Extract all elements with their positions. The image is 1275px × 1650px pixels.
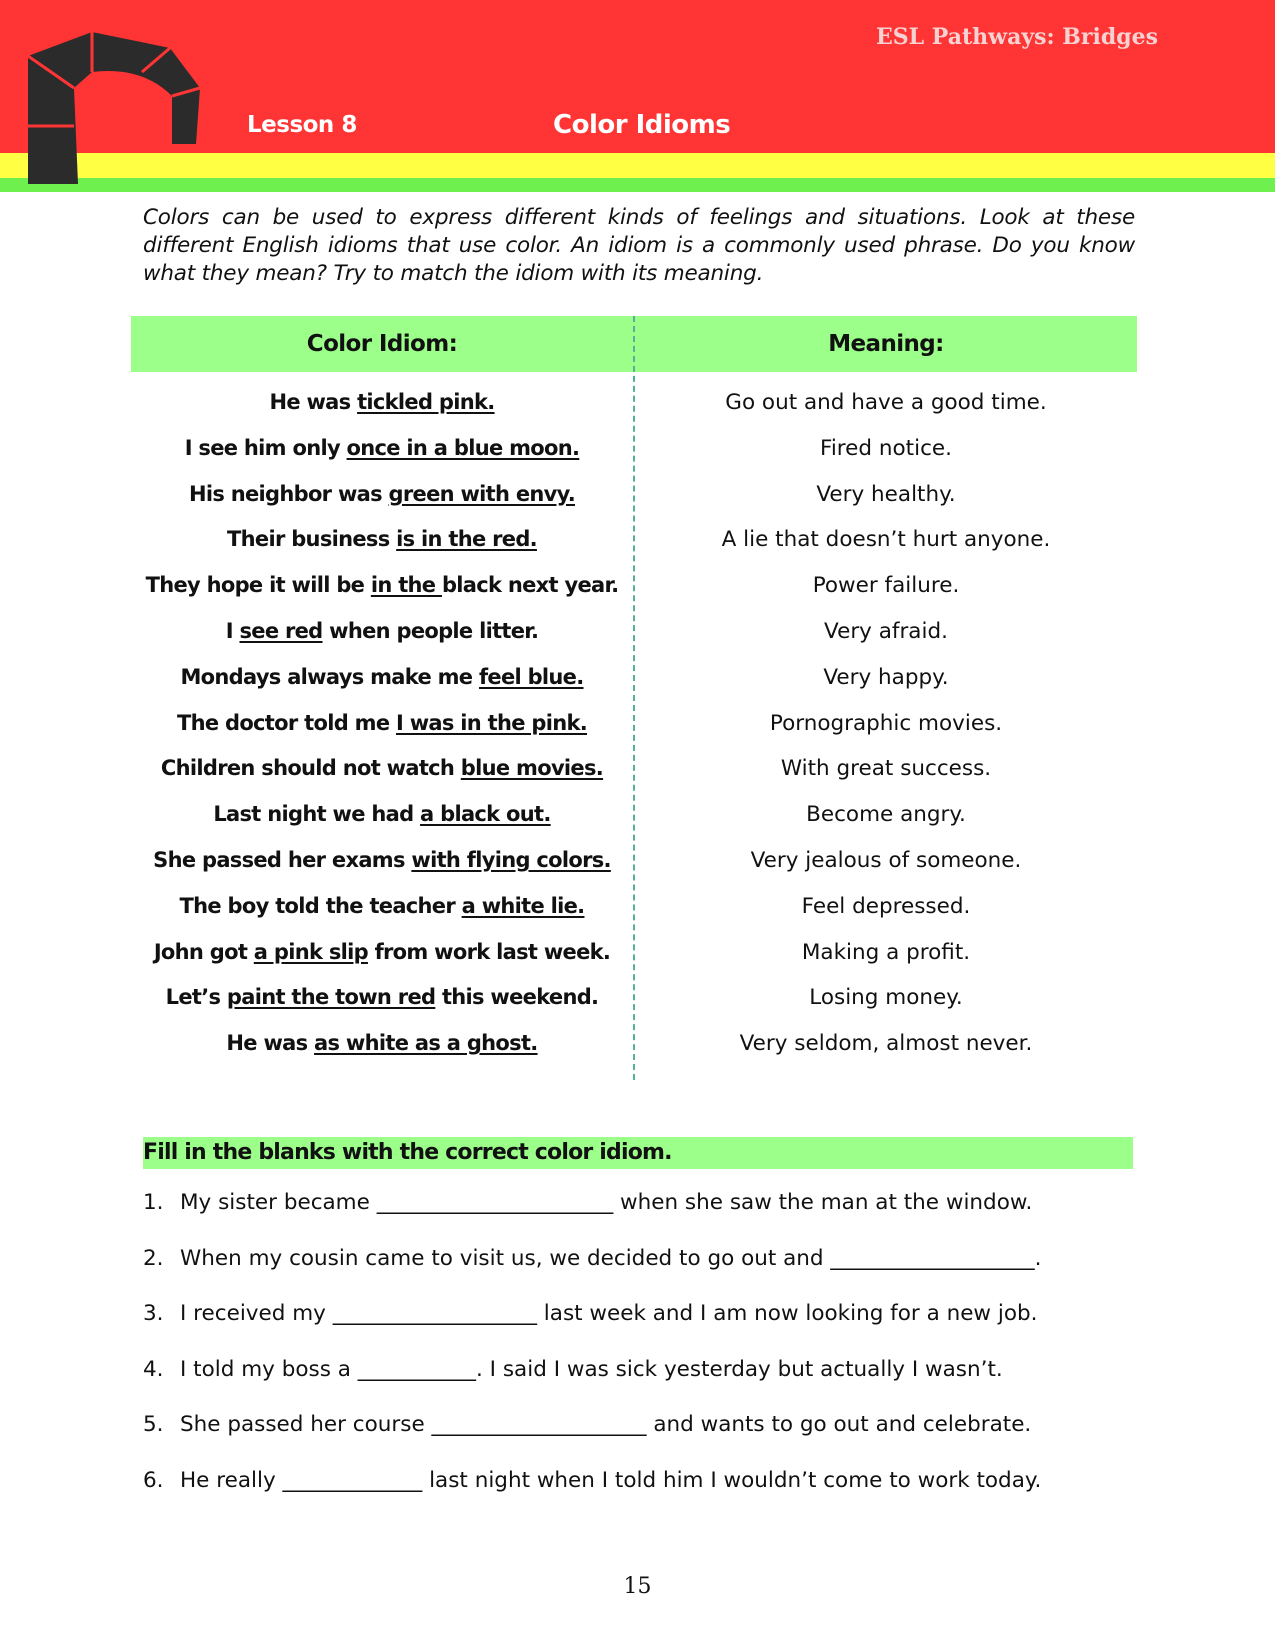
meaning: Very seldom, almost never.	[739, 1031, 1033, 1057]
fill-in-heading: Fill in the blanks with the correct color idiom.	[143, 1137, 1133, 1169]
idiom-table-body	[131, 382, 1137, 1069]
meaning: Become angry.	[806, 802, 966, 828]
table-row	[131, 657, 1137, 703]
table-row	[131, 977, 1137, 1023]
table-row	[131, 382, 1137, 428]
idiom-sentence: Last night we had a black out.	[213, 802, 551, 827]
list-item	[143, 1412, 1143, 1468]
meaning: Very happy.	[823, 664, 949, 690]
item-text: My sister became ______________________ when she saw the man at the window.	[180, 1190, 1033, 1215]
intro-paragraph: Colors can be used to express different kinds of feelings and situations. Look at these different English idioms that use color. An idiom is a commonly used phrase. Do you know what they mean? Try to match the idiom with its meaning.	[143, 205, 1135, 286]
idiom-sentence: He was tickled pink.	[269, 390, 495, 414]
idiom-phrase: I was in the pink.	[395, 710, 588, 735]
table-row	[131, 611, 1137, 657]
list-item	[143, 1246, 1143, 1302]
idiom-sentence: Their business is in the red.	[227, 527, 537, 552]
list-item	[143, 1190, 1143, 1246]
meaning: Fired notice.	[820, 435, 952, 461]
idiom-sentence: The boy told the teacher a white lie.	[179, 893, 585, 918]
idiom-sentence: Children should not watch blue movies.	[160, 756, 604, 781]
idiom-phrase: tickled pink.	[357, 390, 495, 414]
idiom-sentence: They hope it will be in the black next year.	[145, 573, 619, 598]
meaning: Feel depressed.	[801, 893, 971, 919]
meaning: A lie that doesn’t hurt anyone.	[721, 527, 1051, 553]
table-row	[131, 932, 1137, 978]
idiom-sentence: Let’s paint the town red this weekend.	[165, 985, 599, 1010]
meaning: Very afraid.	[824, 618, 948, 644]
table-row	[131, 428, 1137, 474]
idiom-phrase: once in a blue moon.	[346, 435, 580, 460]
list-item	[143, 1357, 1143, 1413]
idiom-phrase: in the	[370, 573, 442, 598]
idiom-phrase: blue movies.	[460, 756, 604, 781]
table-row	[131, 1023, 1137, 1069]
idiom-phrase: see red	[239, 618, 323, 643]
item-number: 6.	[143, 1467, 164, 1493]
idiom-phrase: green with envy.	[388, 481, 576, 506]
page-number: 15	[623, 1574, 652, 1599]
item-number: 5.	[143, 1412, 164, 1437]
meaning: Go out and have a good time.	[725, 390, 1047, 415]
meaning: Losing money.	[809, 985, 963, 1011]
table-row	[131, 886, 1137, 932]
item-text: I received my ___________________ last week and I am now looking for a new job.	[180, 1301, 1038, 1326]
meaning: Very healthy.	[816, 481, 956, 507]
bridge-arch-logo	[22, 26, 218, 196]
idiom-phrase: a white lie.	[461, 893, 585, 918]
idiom-phrase: paint the town red	[226, 985, 436, 1010]
idiom-sentence: I see red when people litter.	[225, 618, 539, 643]
meaning: Making a profit.	[801, 939, 971, 965]
idiom-phrase: a pink slip	[253, 939, 368, 964]
item-text: He really _____________ last night when I told him I wouldn’t come to work today.	[180, 1467, 1042, 1493]
list-item	[143, 1468, 1143, 1524]
idiom-sentence: He was as white as a ghost.	[226, 1031, 538, 1056]
idiom-phrase: with flying colors.	[411, 847, 611, 872]
item-text: When my cousin came to visit us, we decided to go out and ___________________.	[180, 1245, 1042, 1271]
fill-in-list	[143, 1190, 1143, 1523]
idiom-sentence: Mondays always make me feel blue.	[180, 664, 584, 689]
table-row	[131, 794, 1137, 840]
list-item	[143, 1301, 1143, 1357]
idiom-phrase: is in the red.	[396, 527, 537, 552]
idiom-sentence: John got a pink slip from work last week.	[153, 939, 611, 964]
table-row	[131, 474, 1137, 520]
idiom-sentence: She passed her exams with flying colors.	[153, 847, 611, 872]
item-text: She passed her course ____________________ and wants to go out and celebrate.	[180, 1412, 1032, 1437]
table-row	[131, 565, 1137, 611]
item-number: 3.	[143, 1301, 164, 1326]
series-title: ESL Pathways: Bridges	[876, 24, 1158, 50]
meaning: With great success.	[780, 756, 992, 782]
lesson-label: Lesson 8	[247, 112, 357, 138]
meaning: Very jealous of someone.	[750, 847, 1022, 873]
idiom-sentence: His neighbor was green with envy.	[188, 481, 576, 506]
item-number: 4.	[143, 1356, 164, 1382]
idiom-phrase: as white as a ghost.	[314, 1031, 538, 1056]
meaning: Pornographic movies.	[769, 710, 1003, 736]
table-row	[131, 748, 1137, 794]
col-head-idiom: Color Idiom:	[306, 331, 458, 357]
idiom-sentence: The doctor told me I was in the pink.	[176, 710, 588, 735]
item-number: 2.	[143, 1245, 164, 1271]
table-row	[131, 519, 1137, 565]
item-number: 1.	[143, 1190, 164, 1215]
item-text: I told my boss a ___________. I said I was sick yesterday but actually I wasn’t.	[180, 1356, 1003, 1382]
table-row	[131, 703, 1137, 749]
idiom-phrase: a black out.	[420, 802, 551, 827]
idiom-phrase: feel blue.	[478, 664, 584, 689]
table-row	[131, 840, 1137, 886]
meaning: Power failure.	[812, 573, 960, 599]
lesson-title: Color Idioms	[553, 110, 731, 140]
col-head-meaning: Meaning:	[828, 331, 944, 357]
idiom-sentence: I see him only once in a blue moon.	[184, 435, 580, 460]
